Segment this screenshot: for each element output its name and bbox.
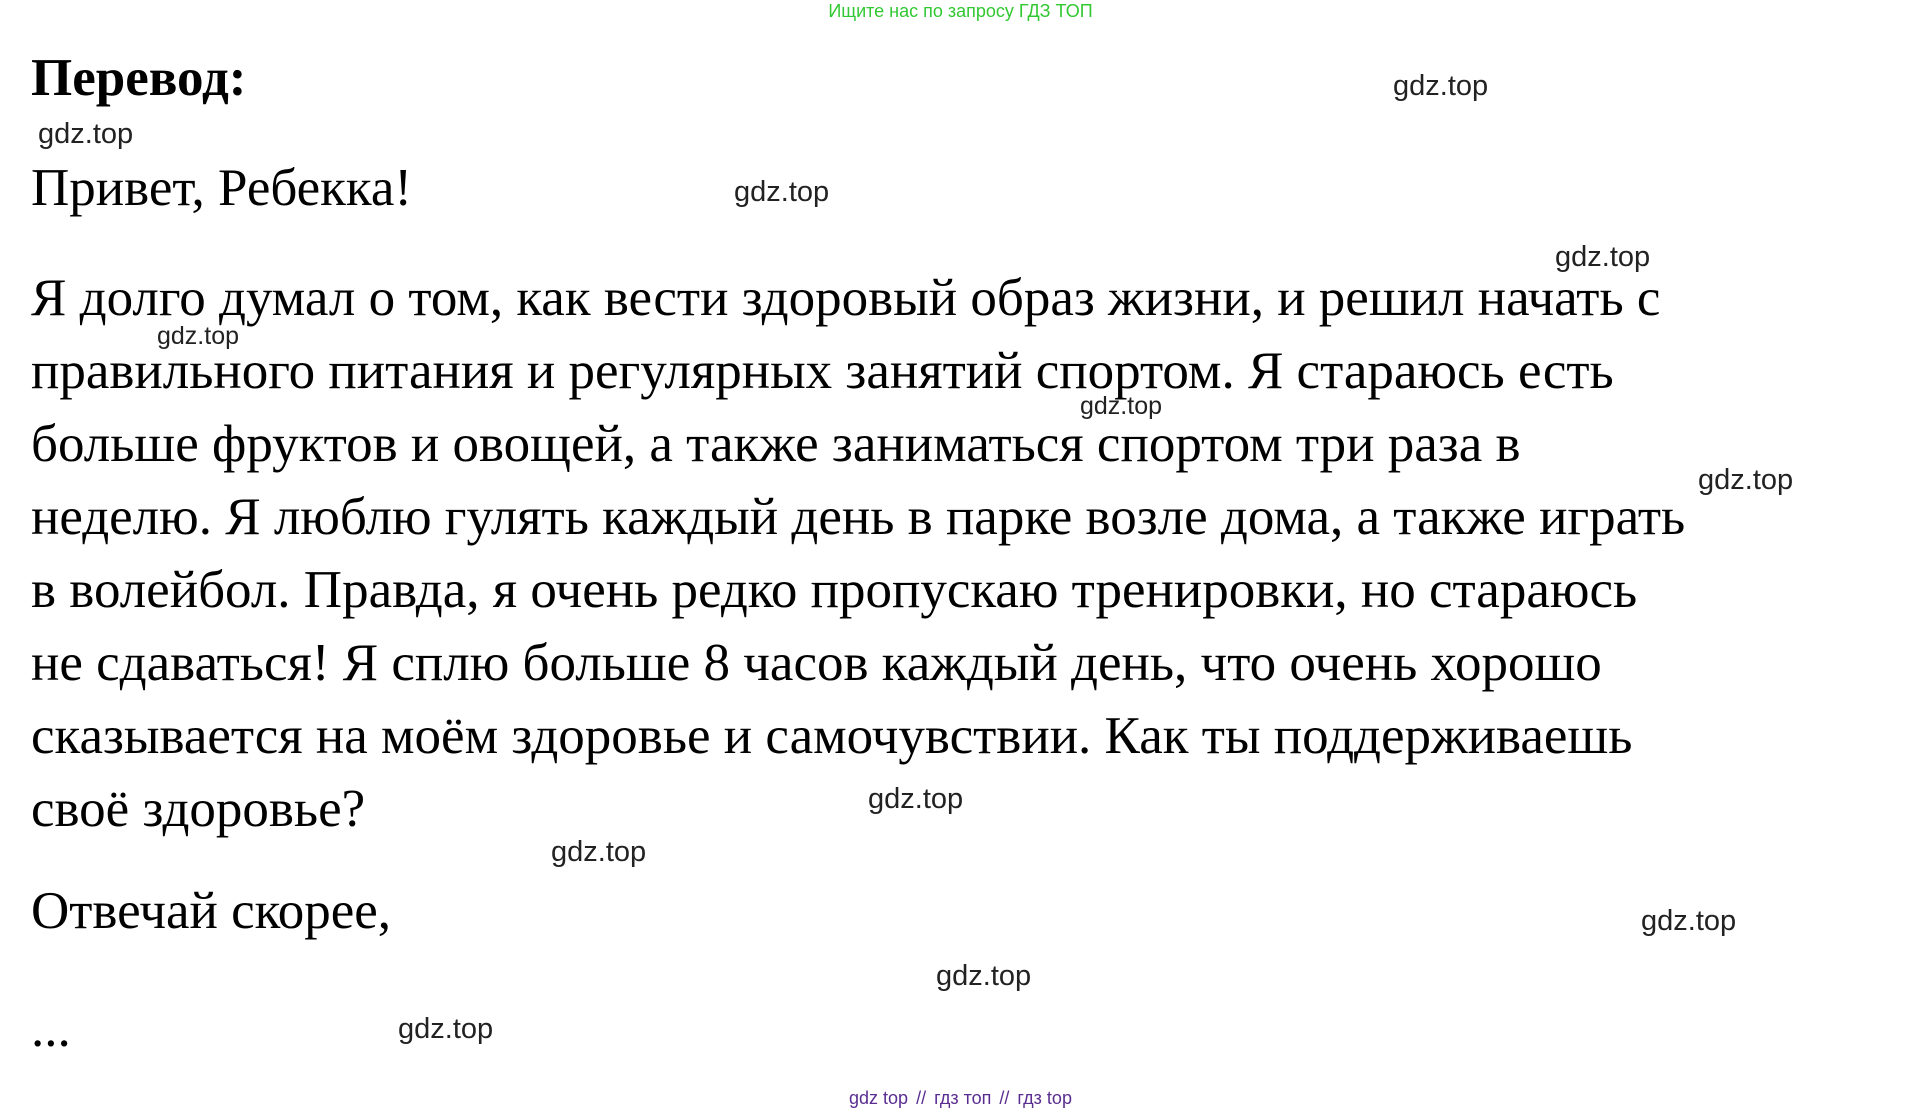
watermark: gdz.top xyxy=(1080,392,1163,420)
body-line: правильного питания и регулярных занятий спортом. Я стараюсь есть xyxy=(31,342,1614,400)
letter-body xyxy=(31,262,1685,846)
footer-link[interactable]: gdz top xyxy=(849,1088,909,1108)
watermark: gdz.top xyxy=(157,322,240,350)
footer-separator: // xyxy=(999,1088,1010,1108)
watermark: gdz.top xyxy=(734,176,830,208)
watermark: gdz.top xyxy=(1641,905,1737,937)
body-line: в волейбол. Правда, я очень редко пропускаю тренировки, но стараюсь xyxy=(31,561,1638,619)
footer-separator: // xyxy=(916,1088,927,1108)
watermark: gdz.top xyxy=(936,960,1032,992)
footer-link[interactable]: гдз top xyxy=(1017,1088,1072,1108)
footer-links xyxy=(0,1088,1921,1109)
body-line: Я долго думал о том, как вести здоровый образ жизни, и решил начать с xyxy=(31,269,1661,327)
watermark: gdz.top xyxy=(551,836,647,868)
greeting: Привет, Ребекка! xyxy=(31,159,413,217)
closing-line: Отвечай скорее, xyxy=(31,882,392,940)
watermark: gdz.top xyxy=(868,783,964,815)
watermark: gdz.top xyxy=(1393,70,1489,102)
watermark: gdz.top xyxy=(1698,464,1794,496)
top-banner: Ищите нас по запросу ГДЗ ТОП xyxy=(828,1,1093,21)
body-line: сказывается на моём здоровье и самочувствии. Как ты поддерживаешь xyxy=(31,707,1633,765)
watermark: gdz.top xyxy=(38,118,134,150)
footer-link[interactable]: гдз топ xyxy=(934,1088,992,1108)
body-line: больше фруктов и овощей, а также заниматься спортом три раза в xyxy=(31,415,1521,473)
body-line: неделю. Я люблю гулять каждый день в парке возле дома, а также играть xyxy=(31,488,1686,546)
watermark: gdz.top xyxy=(398,1013,494,1045)
body-line: своё здоровье? xyxy=(31,780,366,838)
watermark: gdz.top xyxy=(1555,241,1651,273)
signature: ... xyxy=(31,1000,71,1058)
body-line: не сдаваться! Я сплю больше 8 часов каждый день, что очень хорошо xyxy=(31,634,1602,692)
page-title: Перевод: xyxy=(31,49,247,107)
